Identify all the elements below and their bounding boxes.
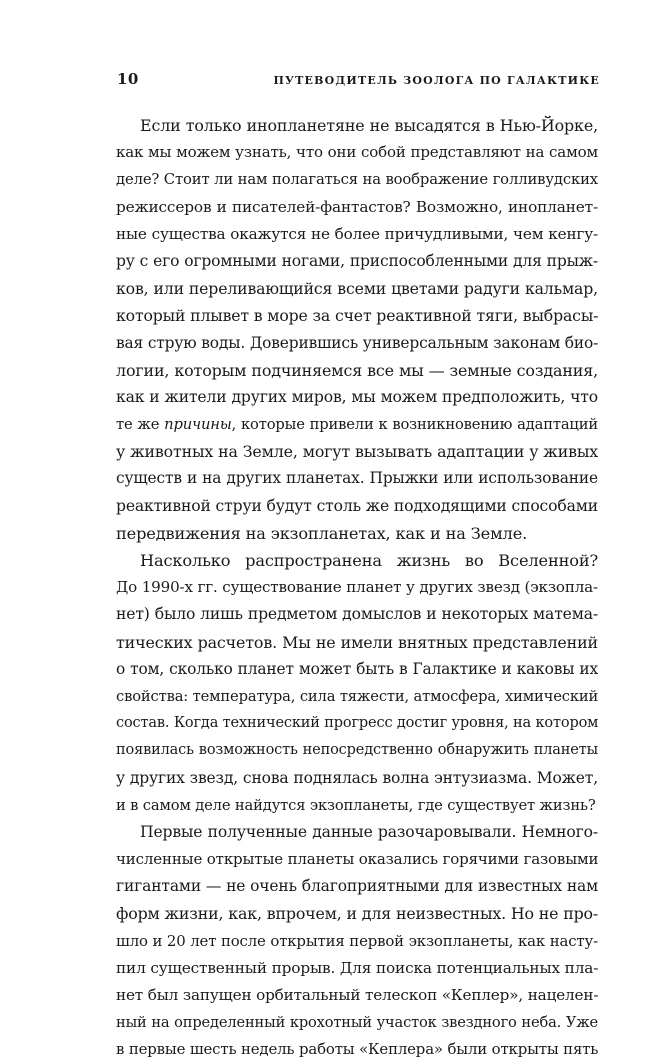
text-line: пил существенный прорыв. Для поиска потенциальных пла- bbox=[116, 958, 599, 977]
text-line: До 1990-х гг. существование планет у других звезд (экзопла- bbox=[116, 578, 598, 597]
text-line: режиссеров и писателей-фантастов? Возможно, инопланет- bbox=[116, 197, 598, 216]
text-line: Насколько распространена жизнь во Вселенной? bbox=[140, 551, 598, 570]
text-line: существ и на других планетах. Прыжки или использование bbox=[116, 469, 598, 488]
text-line: появилась возможность непосредственно обнаружить планеты bbox=[116, 742, 598, 759]
text-line: как мы можем узнать, что они собой представляют на самом bbox=[116, 143, 598, 162]
text-line: численные открытые планеты оказались горячими газовыми bbox=[116, 850, 599, 869]
text-line: Первые полученные данные разочаровывали. Немного- bbox=[140, 822, 598, 841]
running-title: ПУТЕВОДИТЕЛЬ ЗООЛОГА ПО ГАЛАКТИКЕ bbox=[273, 74, 600, 87]
text-line: вая струю воды. Доверившись универсальным законам био- bbox=[116, 333, 599, 352]
text-line: форм жизни, как, впрочем, и для неизвестных. Но не про- bbox=[116, 904, 599, 924]
text-line: ру с его огромными ногами, приспособленными для прыж- bbox=[116, 251, 598, 270]
text-line: который плывет в море за счет реактивной тяги, выбрасы- bbox=[116, 306, 599, 326]
body-text bbox=[116, 112, 598, 1064]
text-line: шло и 20 лет после открытия первой экзопланеты, как насту- bbox=[116, 931, 598, 950]
text-line: Если только инопланетяне не высадятся в Нью-Йорке, bbox=[140, 116, 598, 135]
text-line: у других звезд, снова поднялась волна энтузиазма. Может, bbox=[116, 768, 598, 787]
text-line: и в самом деле найдутся экзопланеты, где существует жизнь? bbox=[116, 796, 596, 814]
text-line: ные существа окажутся не более причудливыми, чем кенгу- bbox=[116, 224, 598, 243]
text-line: тических расчетов. Мы не имели внятных представлений bbox=[116, 632, 598, 652]
text-line: нет был запущен орбитальный телескоп «Кеплер», нацелен- bbox=[116, 986, 599, 1004]
text-line: о том, сколько планет может быть в Галактике и каковы их bbox=[116, 659, 598, 678]
text-line: в первые шесть недель работы «Кеплера» были открыты пять bbox=[116, 1040, 599, 1059]
text-line-mixed bbox=[116, 411, 598, 438]
text-line: гигантами — не очень благоприятными для известных нам bbox=[116, 877, 598, 896]
text-line: состав. Когда технический прогресс достиг уровня, на котором bbox=[116, 715, 599, 732]
text-line: свойства: температура, сила тяжести, атмосфера, химический bbox=[116, 687, 599, 705]
page-number: 10 bbox=[117, 70, 139, 88]
text-line: ный на определенный крохотный участок звездного неба. Уже bbox=[116, 1014, 598, 1032]
running-head bbox=[117, 70, 600, 90]
text-line: логии, которым подчиняемся все мы — земные создания, bbox=[116, 360, 598, 380]
text-line: ков, или переливающийся всеми цветами радуги кальмар, bbox=[116, 279, 598, 299]
text-line: деле? Стоит ли нам полагаться на воображение голливудских bbox=[116, 171, 598, 189]
text-segment: , которые привели к возникновению адаптаций bbox=[231, 416, 598, 434]
text-line: нет) было лишь предметом домыслов и некоторых матема- bbox=[116, 605, 598, 624]
italic-emphasis: причины bbox=[164, 416, 232, 434]
text-line: как и жители других миров, мы можем предположить, что bbox=[116, 387, 598, 406]
text-line: реактивной струи будут столь же подходящими способами bbox=[116, 496, 598, 515]
text-segment: те же bbox=[116, 416, 165, 434]
text-line: передвижения на экзопланетах, как и на Земле. bbox=[116, 523, 528, 543]
text-line: у животных на Земле, могут вызывать адаптации у живых bbox=[116, 442, 598, 462]
